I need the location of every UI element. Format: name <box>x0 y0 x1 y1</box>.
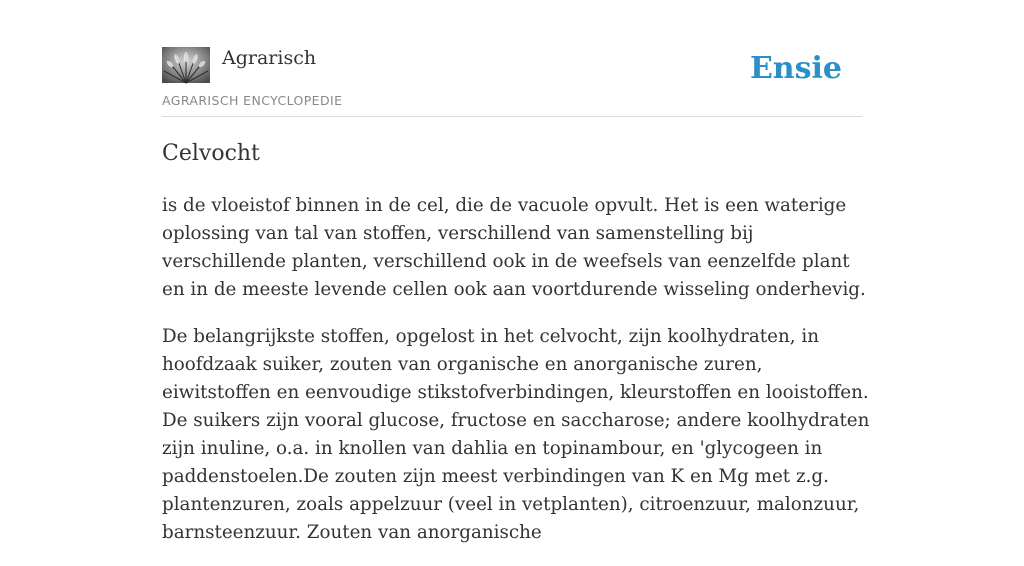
article-title: Celvocht <box>162 141 260 166</box>
wheat-icon[interactable] <box>162 47 210 83</box>
article-body <box>162 192 872 566</box>
article-paragraph-1: is de vloeistof binnen in de cel, die de vacuole opvult. Het is een waterige oplossing van tal van stoffen, verschillend van samenstelling bij verschillende planten, verschillend ook in de weefsels van eenzelfde plant en in de meeste levende cellen ook aan voortdurende wisseling onderhevig. <box>162 195 866 300</box>
site-subtitle: AGRARISCH ENCYCLOPEDIE <box>162 93 343 108</box>
site-header <box>162 0 862 117</box>
ensie-brand-link[interactable]: Ensie <box>749 51 842 86</box>
article-paragraph-2: De belangrijkste stoffen, opgelost in het celvocht, zijn koolhydraten, in hoofdzaak suiker, zouten van organische en anorganische zuren, eiwitstoffen en eenvoudige stikstofverbindingen, kleurstoffen en looistoffen. De suikers zijn vooral glucose, fructose en saccharose; andere koolhydraten zijn inuline, o.a. in knollen van dahlia en topinambour, en 'glycogeen in paddenstoelen.De zouten zijn meest verbindingen van K en Mg met z.g. plantenzuren, zoals appelzuur (veel in vetplanten), citroenzuur, malonzuur, barnsteenzuur. Zouten van anorganische <box>162 326 870 543</box>
site-name-link[interactable]: Agrarisch <box>222 47 317 69</box>
wheat-icon-graphic <box>162 47 210 83</box>
